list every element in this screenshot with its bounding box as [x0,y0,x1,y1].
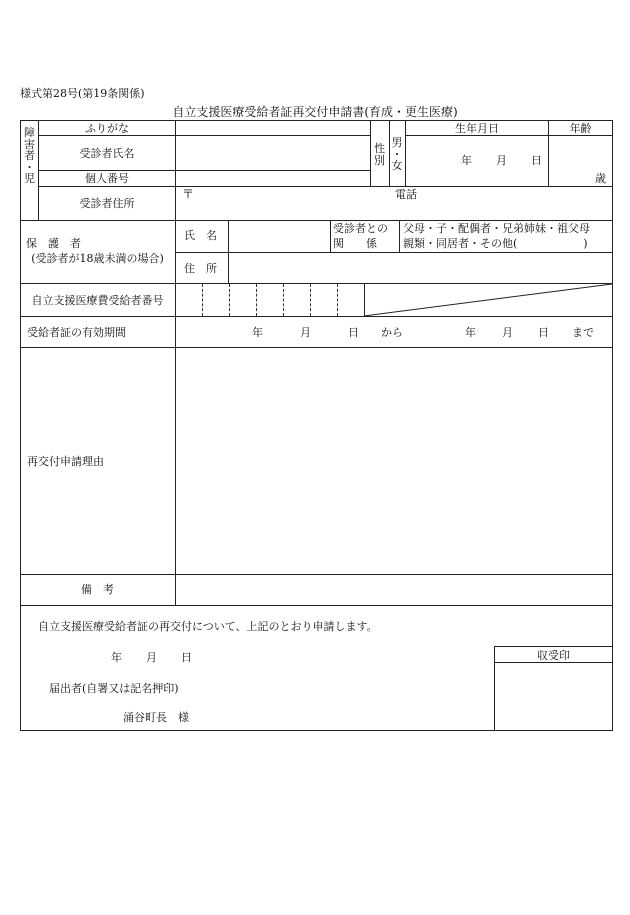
guardian-sub-label: (受診者が18歳未満の場合) [31,252,164,265]
recipient-number-input[interactable] [176,285,363,315]
postal-mark: 〒 [182,187,195,201]
stamp-label: 収受印 [537,648,570,662]
remarks-input[interactable] [176,576,611,604]
divider [20,347,613,348]
guardian-label: 保 護 者 [26,237,81,250]
patient-side-label [20,127,39,185]
remarks-label: 備 考 [81,583,114,596]
patient-address-input[interactable] [195,187,385,219]
guardian-name-label: 氏 名 [184,229,217,242]
sex-option-male[interactable]: 男 [391,136,403,149]
frame-right [612,120,613,731]
patient-address-label: 受診者住所 [79,197,135,210]
divider [399,220,400,252]
valid-from-year: 年 [252,326,263,339]
valid-to-year: 年 [465,326,476,339]
furigana-input[interactable] [176,121,369,135]
valid-made: まで [572,326,594,339]
sex-label [370,143,389,166]
birth-year: 年 [461,154,472,167]
guardian-address-label: 住 所 [184,262,217,275]
mayor-label: 涌谷町長 様 [123,711,189,724]
patient-name-label: 受診者氏名 [79,146,135,160]
valid-from-day: 日 [348,326,359,339]
char: 別 [374,153,385,167]
relation-options-line2[interactable]: 親類・同居者・その他( ) [403,237,588,250]
char: 害 [24,137,35,151]
char: ・ [24,160,35,174]
valid-to-day: 日 [538,326,549,339]
divider [20,316,613,317]
relation-label-line1: 受診者との [333,222,388,235]
phone-label: 電話 [395,188,417,201]
sex-options[interactable] [389,137,405,172]
recipient-number-label: 自立支援医療費受給者番号 [31,294,164,307]
diagonal-strike [364,283,613,317]
patient-name-input[interactable] [176,136,369,170]
my-number-label: 個人番号 [85,172,129,185]
sex-option-female[interactable]: 女 [391,159,403,173]
furigana-label: ふりがな [85,121,129,135]
relation-label-line2: 関 係 [333,237,377,250]
form-title: 自立支援医療受給者証再交付申請書(育成・更生医療) [172,105,458,119]
birth-day: 日 [531,154,542,167]
char: ・ [391,147,403,161]
char: 児 [24,172,35,186]
date-year: 年 [111,651,122,664]
birthdate-header: 生年月日 [455,121,499,135]
declaration-text: 自立支援医療受給者証の再交付について、上記のとおり申請します。 [38,620,378,633]
guardian-name-input[interactable] [229,221,329,252]
form-number: 様式第28号(第19条関係) [20,87,145,100]
age-unit: 歳 [595,172,606,185]
date-day: 日 [181,651,192,664]
guardian-address-input[interactable] [229,253,611,283]
date-month: 月 [146,651,157,664]
char: 障 [24,126,35,139]
char: 性 [374,142,385,155]
stamp-area [495,663,612,730]
divider [330,220,331,252]
frame-left [20,120,21,731]
char: 者 [24,149,35,163]
relation-options-line1[interactable]: 父母・子・配偶者・兄弟姉妹・祖父母 [403,222,590,235]
valid-to-month: 月 [502,326,513,339]
validity-label: 受給者証の有効期間 [27,326,126,339]
applicant-label: 届出者(自署又は記名押印) [49,682,179,695]
divider [20,605,613,606]
age-header: 年齢 [569,121,592,135]
birth-month: 月 [496,154,507,167]
divider [20,574,613,575]
my-number-input[interactable] [176,171,369,186]
frame-bottom [20,730,613,731]
reason-label: 再交付申請理由 [27,455,104,468]
reason-input[interactable] [176,349,611,573]
valid-from-month: 月 [300,326,311,339]
valid-kara: から [381,326,403,339]
